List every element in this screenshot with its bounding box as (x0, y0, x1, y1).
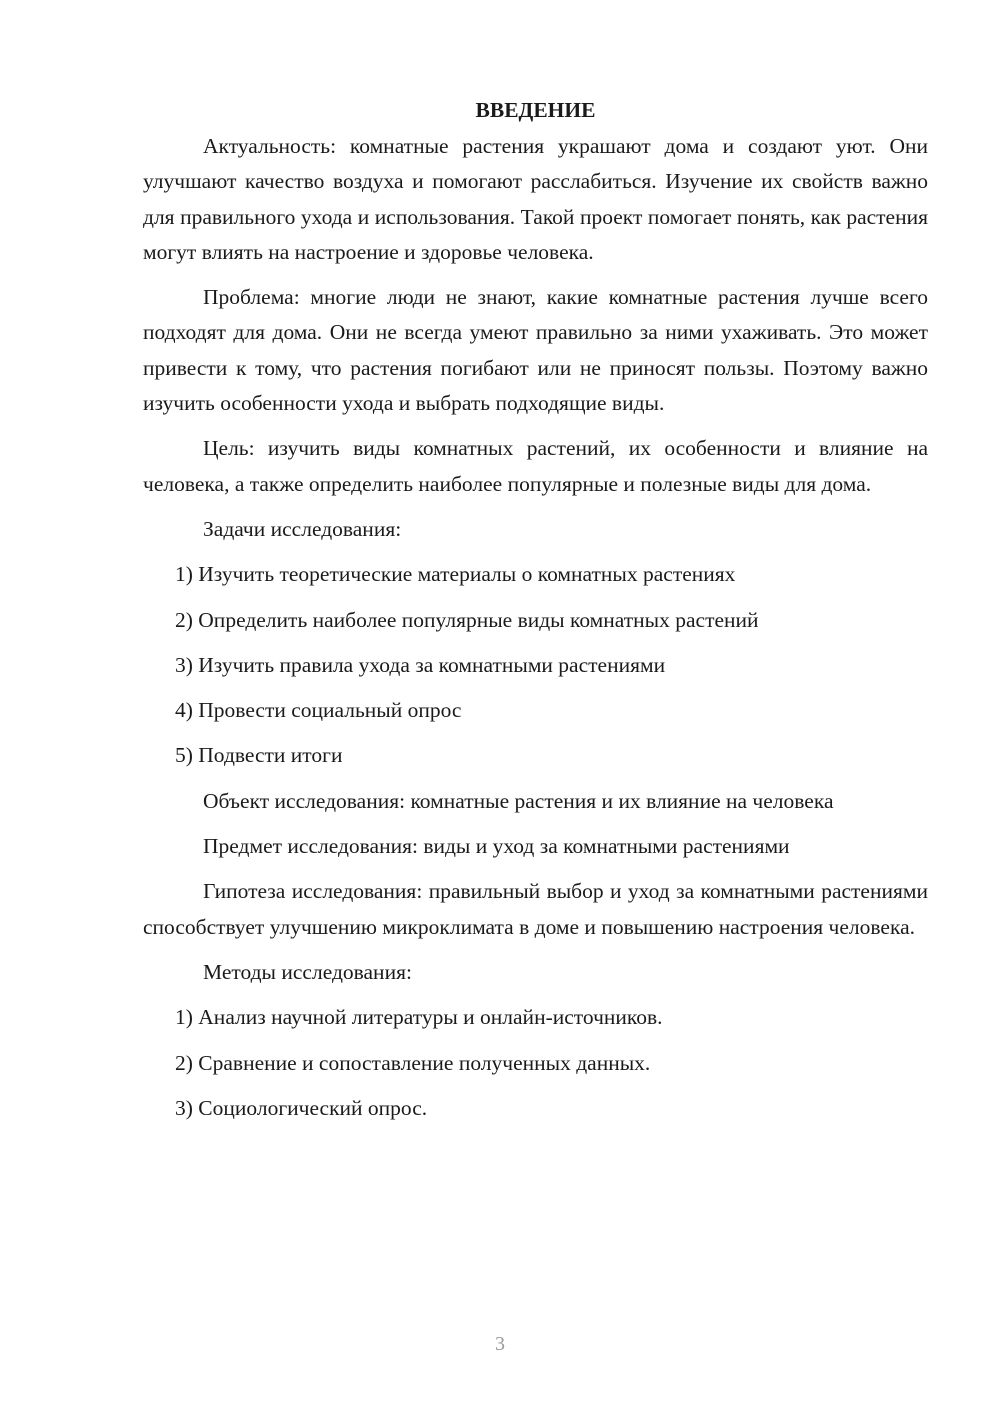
methods-heading: Методы исследования: (203, 959, 412, 984)
section-title: ВВЕДЕНИЕ (475, 98, 596, 122)
task-item: 1) Изучить теоретические материалы о комнатных растениях (175, 562, 736, 587)
task-item: 4) Провести социальный опрос (175, 698, 462, 723)
tasks-heading: Задачи исследования: (203, 516, 402, 541)
task-item: 5) Подвести итоги (175, 743, 343, 768)
page-content (143, 94, 928, 1136)
goal-paragraph: Цель: изучить виды комнатных растений, их особенности и влияние на человека, а также определить наиболее популярные и полезные виды для дома. (143, 436, 928, 496)
method-item: 3) Социологический опрос. (175, 1095, 428, 1120)
page-number: 3 (495, 1333, 505, 1355)
relevance-paragraph: Актуальность: комнатные растения украшают дома и создают уют. Они улучшают качество воздуха и помогают расслабиться. Изучение их свойств важно для правильного ухода и использования. Такой проект помогает понять, как растения могут влиять на настроение и здоровье человека. (143, 134, 928, 264)
task-item: 2) Определить наиболее популярные виды комнатных растений (175, 607, 759, 632)
object-paragraph: Объект исследования: комнатные растения и их влияние на человека (203, 788, 834, 813)
task-item: 3) Изучить правила ухода за комнатными растениями (175, 652, 666, 677)
method-item: 1) Анализ научной литературы и онлайн-источников. (175, 1005, 663, 1030)
subject-paragraph: Предмет исследования: виды и уход за комнатными растениями (203, 834, 790, 859)
method-item: 2) Сравнение и сопоставление полученных данных. (175, 1050, 651, 1075)
problem-paragraph: Проблема: многие люди не знают, какие комнатные растения лучше всего подходят для дома. Они не всегда умеют правильно за ними ухаживать. Это может привести к тому, что растения погибают или не приносят пользы. Поэтому важно изучить особенности ухода и выбрать подходящие виды. (143, 285, 928, 416)
hypothesis-paragraph: Гипотеза исследования: правильный выбор и уход за комнатными растениями способствует улучшению микроклимата в доме и повышению настроения человека. (143, 879, 928, 939)
